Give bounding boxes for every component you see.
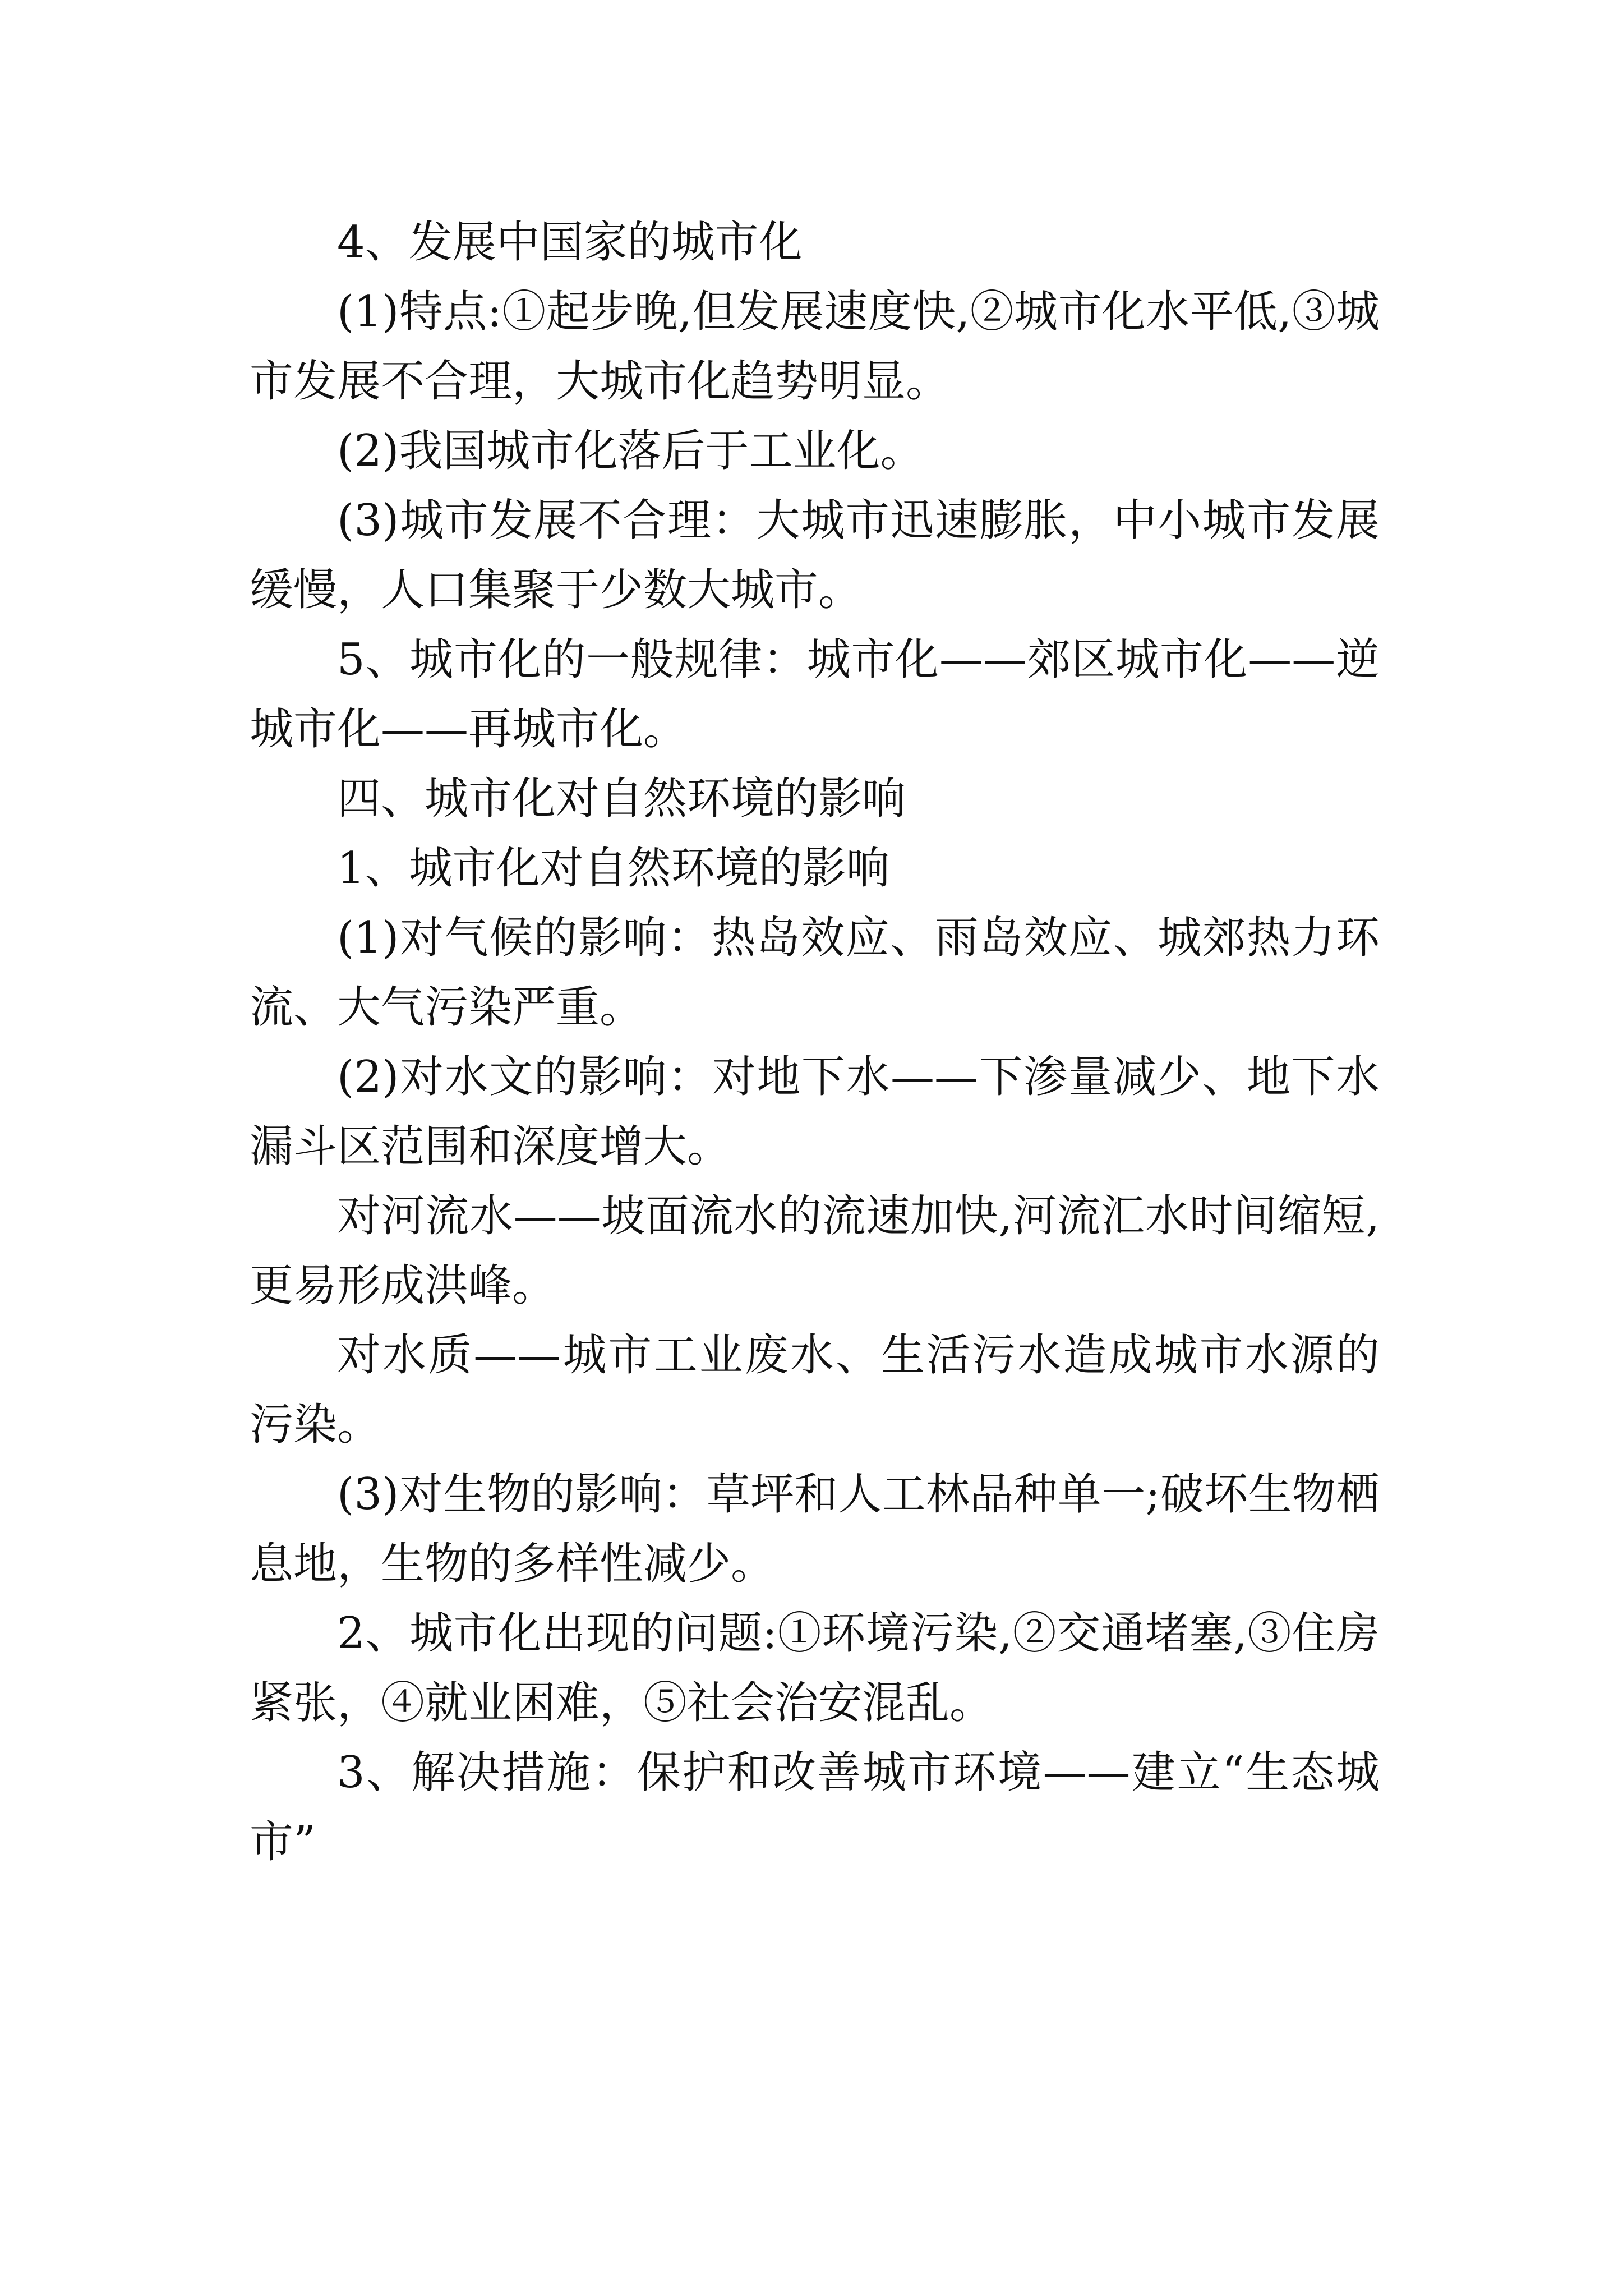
paragraph-climate-impact: (1)对气候的影响：热岛效应、雨岛效应、城郊热力环流、大气污染严重。	[250, 913, 1380, 1033]
paragraph-river-water: 对河流水——坡面流水的流速加快,河流汇水时间缩短,更易形成洪峰。	[250, 1191, 1380, 1311]
heading-impact-on-environment: 1、城市化对自然环境的影响	[337, 843, 890, 894]
paragraph-characteristics: (1)特点:①起步晚,但发展速度快,②城市化水平低,③城市发展不合理，大城市化趋势明显。	[250, 287, 1380, 407]
paragraph-urbanization-problems: 2、城市化出现的问题:①环境污染,②交通堵塞,③住房紧张，④就业困难，⑤社会治安混乱。	[250, 1608, 1380, 1728]
heading-developing-countries-urbanization: 4、发展中国家的城市化	[337, 217, 803, 268]
document-body	[250, 208, 1380, 1877]
paragraph-general-law: 5、城市化的一般规律：城市化——郊区城市化——逆城市化——再城市化。	[250, 634, 1380, 754]
heading-section-four: 四、城市化对自然环境的影响	[337, 774, 906, 824]
paragraph-solutions: 3、解决措施：保护和改善城市环境——建立“生态城市”	[250, 1747, 1380, 1867]
paragraph-biology-impact: (3)对生物的影响：草坪和人工林品种单一;破坏生物栖息地，生物的多样性减少。	[250, 1469, 1380, 1589]
paragraph-china-urbanization: (2)我国城市化落后于工业化。	[337, 426, 924, 476]
paragraph-unreasonable-development: (3)城市发展不合理：大城市迅速膨胀，中小城市发展缓慢，人口集聚于少数大城市。	[250, 495, 1380, 615]
paragraph-water-quality: 对水质——城市工业废水、生活污水造成城市水源的污染。	[250, 1330, 1380, 1450]
paragraph-hydrology-impact: (2)对水文的影响：对地下水——下渗量减少、地下水漏斗区范围和深度增大。	[250, 1052, 1380, 1172]
